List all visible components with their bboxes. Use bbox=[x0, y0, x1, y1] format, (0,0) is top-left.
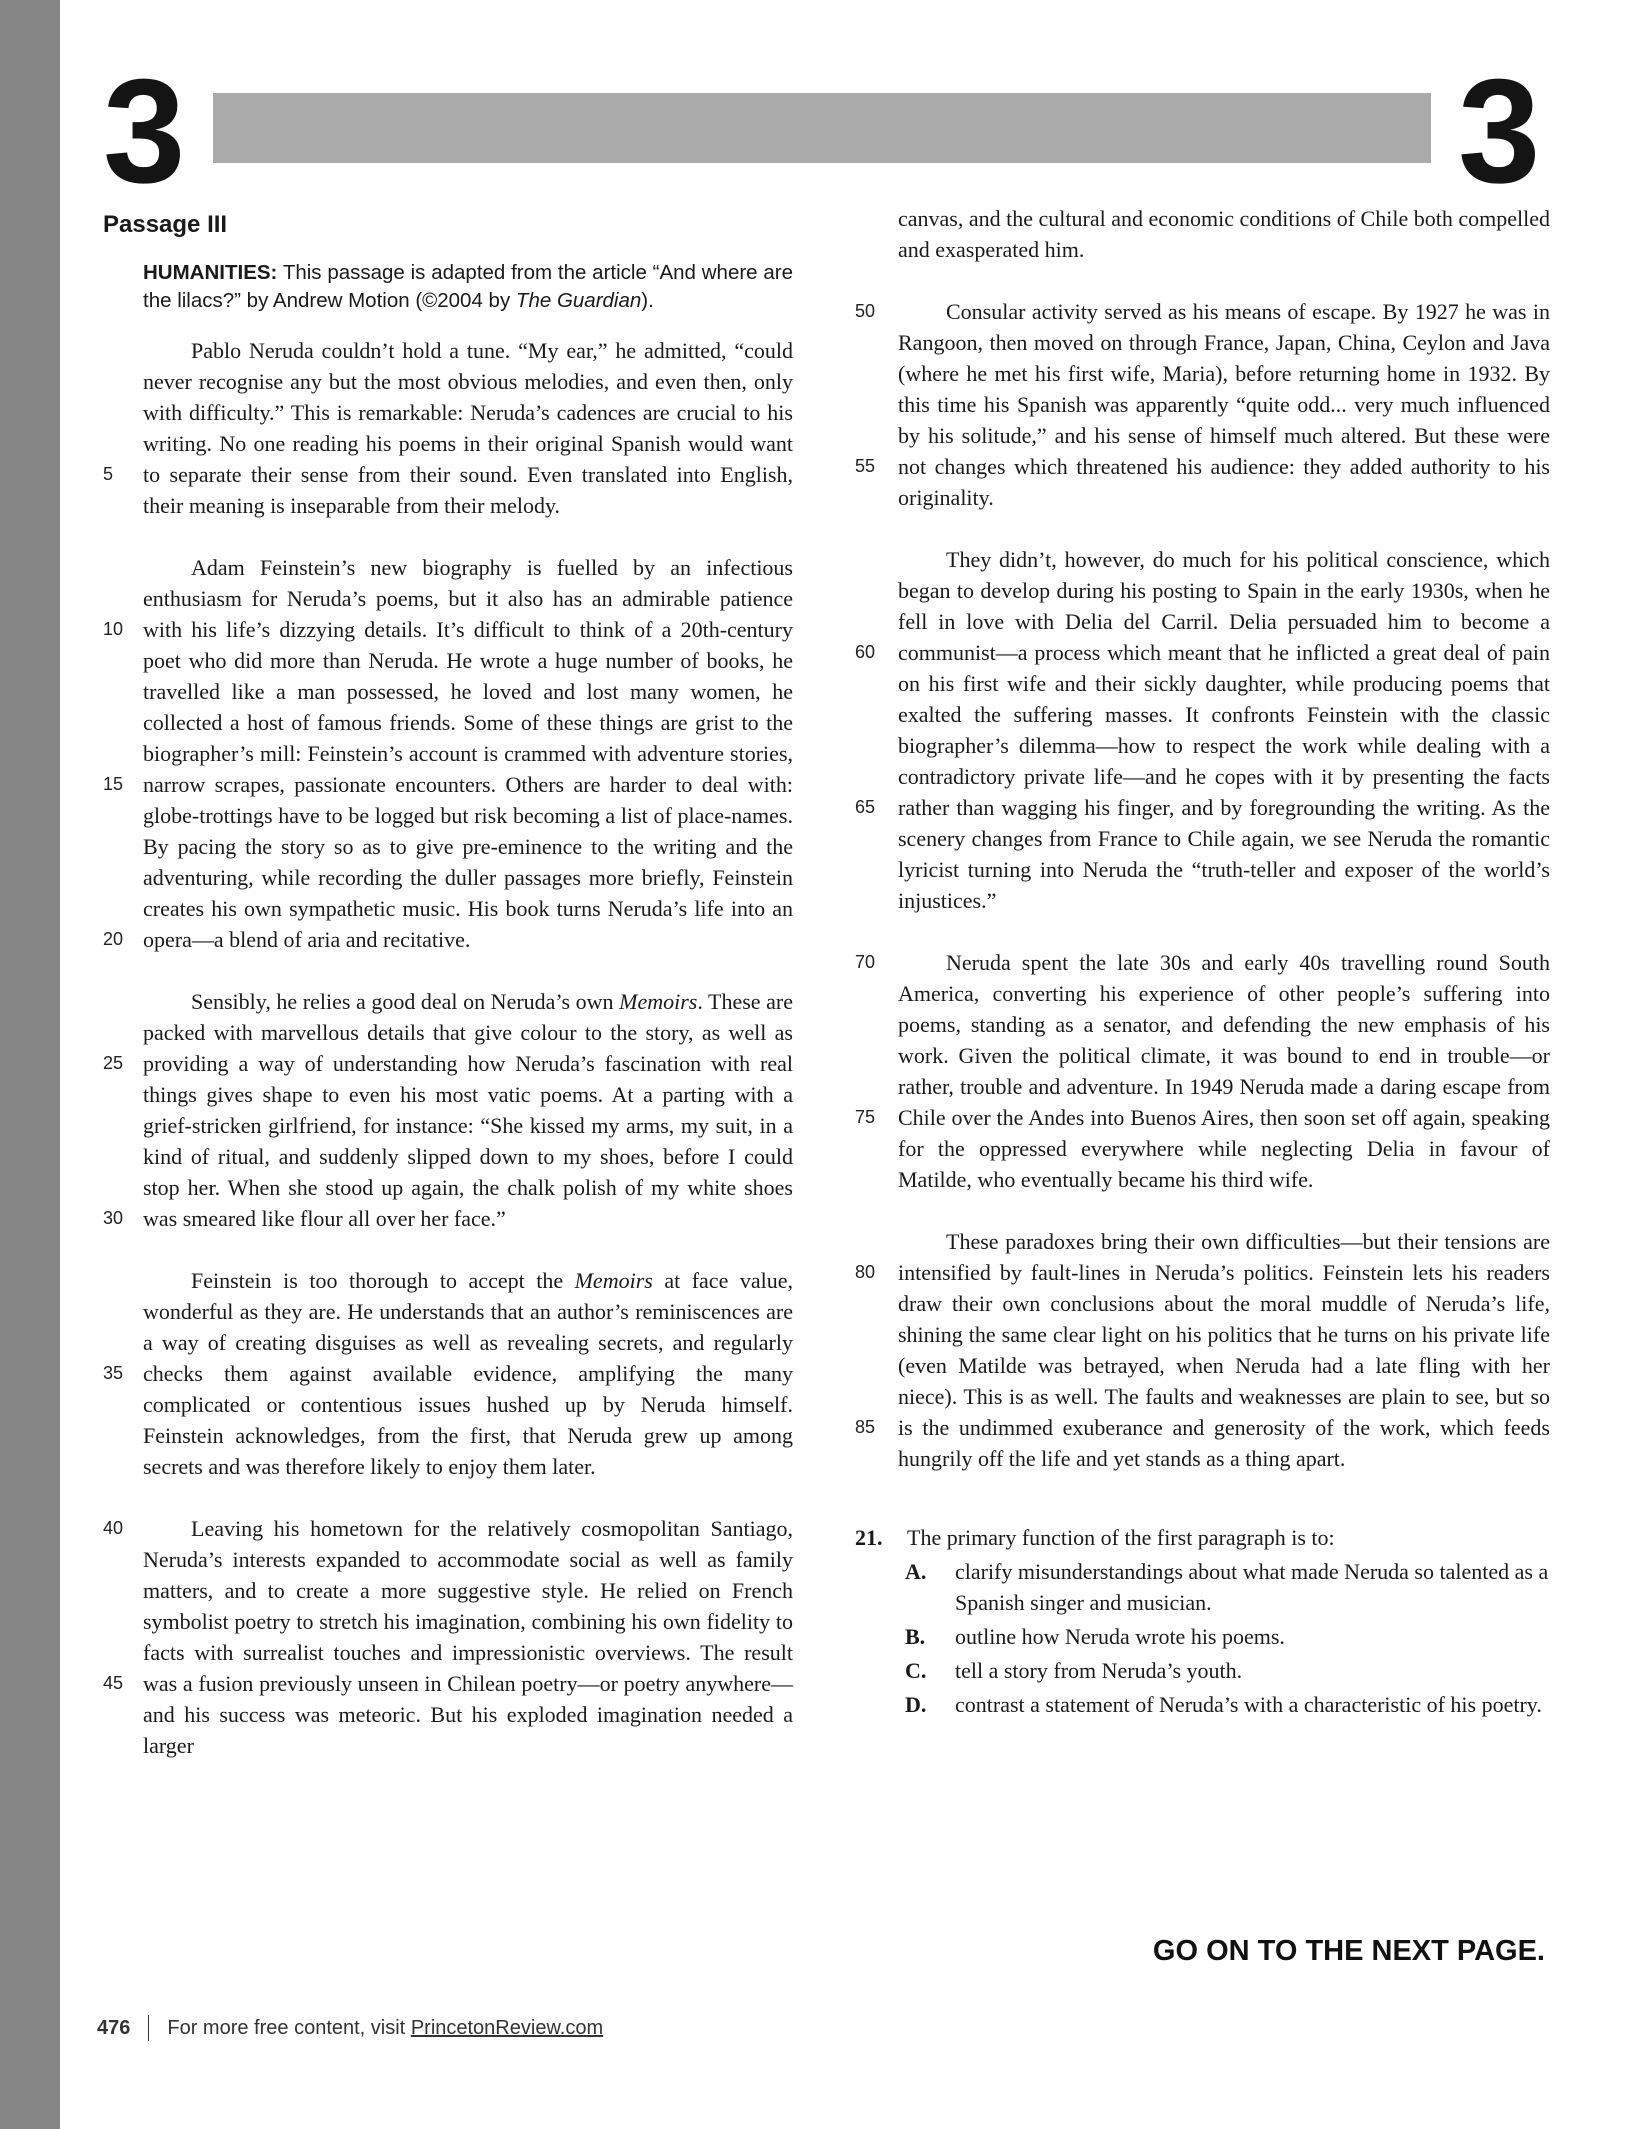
paragraph bbox=[898, 203, 1550, 265]
paragraph-text: . These are packed with marvellous details that give colour to the story, as well as providing a way of understanding how Neruda’s fascination with real things gives shape to even his most vatic poems. At a parting with a grief-stricken girlfriend, for instance: “She kissed my arms, my suit, in a kind of ritual, and suddenly slipped down to my shoes, before I could stop her. When she stood up again, the chalk polish of my white shoes was smeared like flour all over her face.” bbox=[143, 989, 793, 1231]
page-footer bbox=[97, 2015, 603, 2041]
go-on-notice: GO ON TO THE NEXT PAGE. bbox=[1152, 1935, 1545, 1967]
section-number-right: 3 bbox=[1458, 49, 1541, 214]
choice-text: outline how Neruda wrote his poems. bbox=[955, 1624, 1285, 1649]
paragraph bbox=[855, 544, 1550, 916]
footer-text: For more free content, visit bbox=[167, 2016, 406, 2039]
footer-divider bbox=[148, 2015, 149, 2041]
intro-text-end: ). bbox=[641, 289, 654, 312]
paragraph bbox=[103, 986, 793, 1234]
choice-letter: C. bbox=[905, 1658, 927, 1683]
line-number: 55 bbox=[855, 456, 876, 476]
line-number: 10 bbox=[103, 619, 124, 639]
line-number: 35 bbox=[103, 1363, 124, 1383]
choice-letter: D. bbox=[905, 1692, 927, 1717]
choice-letter: A. bbox=[905, 1559, 927, 1584]
answer-choice-d[interactable] bbox=[855, 1689, 1550, 1720]
paragraph-text: Consular activity served as his means of escape. By 1927 he was in Rangoon, then moved on through France, Japan, China, Ceylon and Java (where he met his first wife, Maria), before returning home in 1932. By this time his Spanish was apparently “quite odd... very much influenced by his solitude,” and his sense of himself much altered. But these were not changes which threatened his audience: they added authority to his originality. bbox=[898, 299, 1550, 510]
choice-letter: B. bbox=[905, 1624, 926, 1649]
answer-choice-b[interactable] bbox=[855, 1621, 1550, 1652]
answer-choice-a[interactable] bbox=[855, 1556, 1550, 1618]
question-21 bbox=[855, 1522, 1550, 1720]
paragraph bbox=[103, 1265, 793, 1482]
header-bar bbox=[213, 93, 1431, 163]
line-number: 20 bbox=[103, 929, 124, 949]
paragraph-text: Pablo Neruda couldn’t hold a tune. “My ear,” he admitted, “could never recognise any but the most obvious melodies, and even then, only with difficulty.” This is remarkable: Neruda’s cadences are crucial to his writing. No one reading his poems in their original Spanish would want to separate their sense from their sound. Even translated into English, their meaning is inseparable from their melody. bbox=[143, 338, 793, 518]
question-number: 21. bbox=[855, 1525, 883, 1550]
line-number: 65 bbox=[855, 797, 876, 817]
paragraph bbox=[103, 552, 793, 955]
intro-text: This passage is adapted from the article “And where are the lilacs?” by Andrew Motion (©2004 by bbox=[143, 261, 793, 312]
intro-label: HUMANITIES: bbox=[143, 261, 278, 284]
line-number: 40 bbox=[103, 1518, 124, 1538]
line-number: 85 bbox=[855, 1417, 876, 1437]
paragraph-text: Sensibly, he relies a good deal on Neruda’s own bbox=[191, 989, 620, 1014]
paragraph-text: These paradoxes bring their own difficulties—but their tensions are intensified by fault-lines in Neruda’s politics. Feinstein lets his readers draw their own conclusions about the moral muddle of Neruda’s life, shining the same clear light on his politics that he turns on his private life (even Matilde was betrayed, when Neruda had a late fling with her niece). This is as well. The faults and weaknesses are plain to see, but so is the undimmed exuberance and generosity of the work, which feeds hungrily off the life and yet stands as a thing apart. bbox=[898, 1229, 1550, 1471]
paragraph-text: They didn’t, however, do much for his political conscience, which began to develop during his posting to Spain in the early 1930s, when he fell in love with Delia del Carril. Delia persuaded him to become a communist—a process which meant that he inflicted a great deal of pain on his first wife and their sickly daughter, while producing poems that exalted the suffering masses. It confronts Feinstein with the classic biographer’s dilemma—how to respect the work while dealing with a contradictory private life—and he copes with it by presenting the facts rather than wagging his finger, and by foregrounding the writing. As the scenery changes from France to Chile again, we see Neruda the romantic lyricist turning into Neruda the “truth-teller and exposer of the world’s injustices.” bbox=[898, 547, 1550, 913]
paragraph-text: at face value, wonderful as they are. He understands that an author’s reminiscences are a way of creating disguises as well as revealing secrets, and regularly checks them against available evidence, amplifying the many complicated or contentious issues hushed up by Neruda himself. Feinstein acknowledges, from the first, that Neruda grew up among secrets and was therefore likely to enjoy them later. bbox=[143, 1268, 793, 1479]
line-number: 15 bbox=[103, 774, 124, 794]
passage-left-column bbox=[103, 203, 793, 1792]
question-stem bbox=[855, 1522, 1550, 1553]
paragraph bbox=[103, 1513, 793, 1761]
paragraph bbox=[103, 335, 793, 521]
paragraph bbox=[855, 296, 1550, 513]
line-number: 60 bbox=[855, 642, 876, 662]
choice-text: clarify misunderstandings about what made Neruda so talented as a Spanish singer and musician. bbox=[955, 1559, 1549, 1615]
paragraph-italic: Memoirs bbox=[619, 989, 698, 1014]
paragraph bbox=[855, 1226, 1550, 1474]
line-number: 30 bbox=[103, 1208, 124, 1228]
choice-text: tell a story from Neruda’s youth. bbox=[955, 1658, 1243, 1683]
question-text: The primary function of the first paragraph is to: bbox=[907, 1525, 1335, 1550]
passage-label: Passage III bbox=[103, 211, 228, 238]
paragraph-text: canvas, and the cultural and economic conditions of Chile both compelled and exasperated him. bbox=[898, 206, 1550, 262]
left-margin-bar bbox=[0, 0, 60, 2129]
paragraph-text: Adam Feinstein’s new biography is fuelled by an infectious enthusiasm for Neruda’s poems, but it also has an admirable patience with his life’s dizzying details. It’s difficult to think of a 20th-century poet who did more than Neruda. He wrote a huge number of books, he travelled like a man possessed, he loved and lost many women, he collected a host of famous friends. Some of these things are grist to the biographer’s mill: Feinstein’s account is crammed with adventure stories, narrow scrapes, passionate encounters. Others are harder to deal with: globe-trottings have to be logged but risk becoming a list of place-names. By pacing the story so as to give pre-eminence to the writing and the adventuring, while recording the duller passages more briefly, Feinstein creates his own sympathetic music. His book turns Neruda’s life into an opera—a blend of aria and recitative. bbox=[143, 555, 793, 952]
choice-text: contrast a statement of Neruda’s with a characteristic of his poetry. bbox=[955, 1692, 1542, 1717]
intro-source: The Guardian bbox=[515, 289, 642, 312]
page-number: 476 bbox=[97, 2016, 131, 2039]
paragraph-text: Feinstein is too thorough to accept the bbox=[191, 1268, 575, 1293]
answer-choice-c[interactable] bbox=[855, 1655, 1550, 1686]
paragraph-text: Neruda spent the late 30s and early 40s travelling round South America, converting his experience of other people’s suffering into poems, standing as a senator, and defending the new emphasis of his work. Given the political climate, it was bound to end in trouble—or rather, trouble and adventure. In 1949 Neruda made a daring escape from Chile over the Andes into Buenos Aires, then soon set off again, speaking for the oppressed everywhere while neglecting Delia in favour of Matilde, who eventually became his third wife. bbox=[898, 950, 1550, 1192]
paragraph-text: Leaving his hometown for the relatively cosmopolitan Santiago, Neruda’s interests expanded to accommodate social as well as family matters, and to create a more suggestive style. He relied on French symbolist poetry to stretch his imagination, combining his own fidelity to facts with surrealist touches and impressionistic overviews. The result was a fusion previously unseen in Chilean poetry—or poetry anywhere—and his success was meteoric. But his exploded imagination needed a larger bbox=[143, 1516, 793, 1758]
line-number: 50 bbox=[855, 301, 876, 321]
footer-link[interactable]: PrincetonReview.com bbox=[410, 2016, 604, 2039]
line-number: 45 bbox=[103, 1673, 124, 1693]
section-number-left: 3 bbox=[103, 49, 186, 214]
paragraph-italic: Memoirs bbox=[574, 1268, 653, 1293]
line-number: 80 bbox=[855, 1262, 876, 1282]
passage-intro bbox=[143, 259, 793, 315]
line-number: 5 bbox=[103, 464, 114, 484]
line-number: 70 bbox=[855, 952, 876, 972]
paragraph bbox=[855, 947, 1550, 1195]
passage-right-column bbox=[855, 203, 1550, 1720]
line-number: 25 bbox=[103, 1053, 124, 1073]
line-number: 75 bbox=[855, 1107, 876, 1127]
